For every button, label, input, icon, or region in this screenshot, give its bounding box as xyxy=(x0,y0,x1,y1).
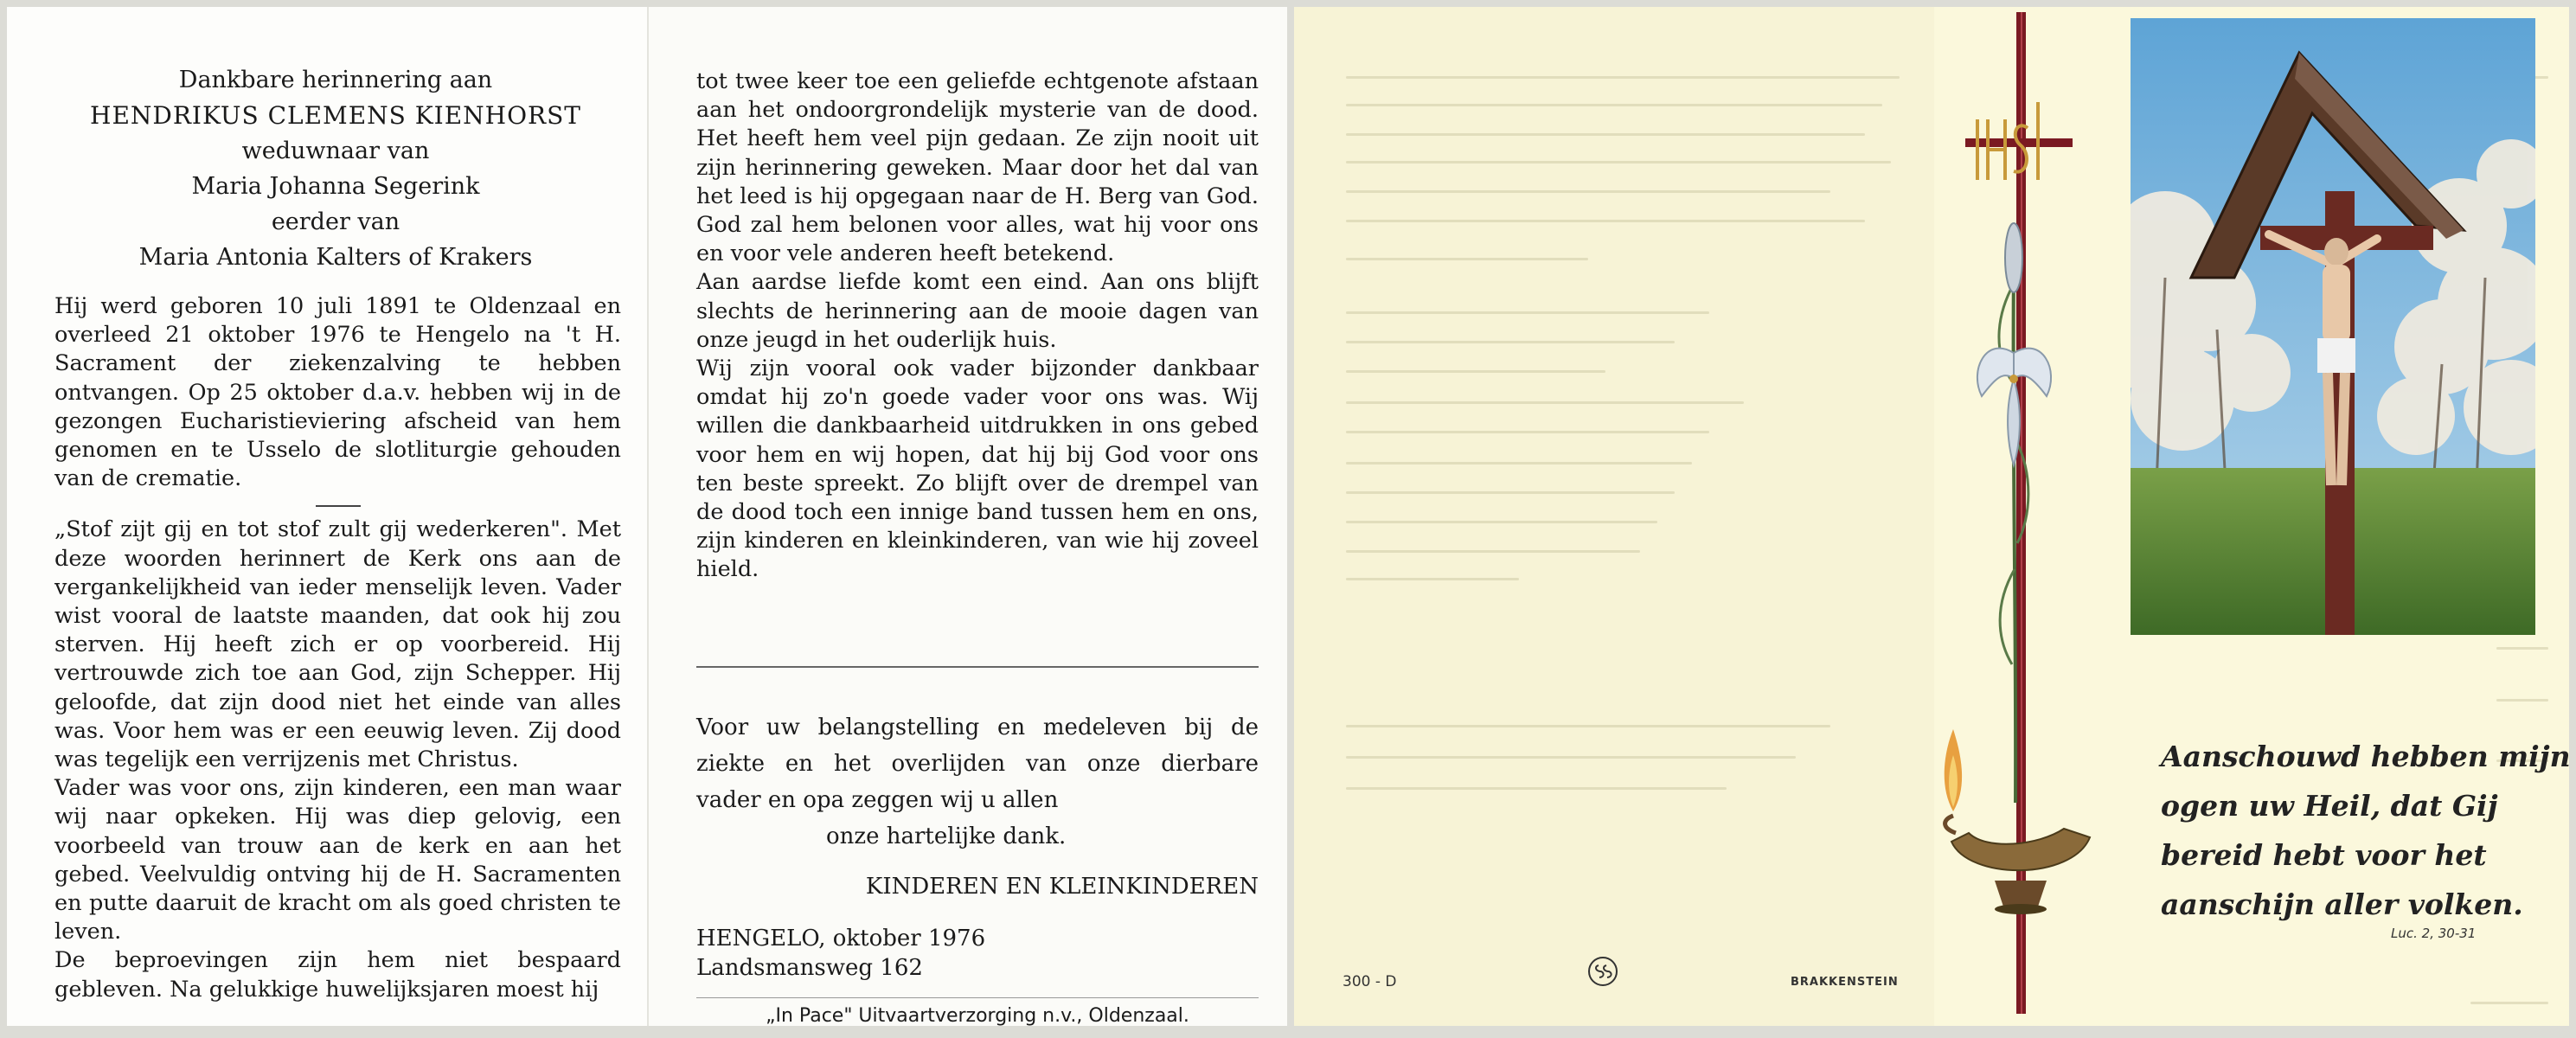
verse-line-3: bereid hebt voor het xyxy=(2161,838,2487,872)
verse-line-2: ogen uw Heil, dat Gij xyxy=(2161,789,2498,823)
lily-stem xyxy=(2014,266,2016,803)
card-code: 300 - D xyxy=(1342,973,1397,990)
publisher-logo-icon xyxy=(1588,957,1618,986)
bio-paragraph: Hij werd geboren 10 juli 1891 te Oldenzaal en overleed 21 oktober 1976 te Hengelo na 't H. Sacrament der ziekenzalving te hebben ontvangen. Op 25 oktober d.a.v. hebben wij in de gezongen Eucharistieviering afscheid van hem genomen en te Usselo de slotliturgie gehouden van de crematie. xyxy=(54,293,621,492)
paragraph-1: tot twee keer toe een geliefde echtgenote afstaan aan het ondoorgrondelijk mysterie van de dood. Het heeft hem veel pijn gedaan. Ze zijn nooit uit zijn herinnering geweken. Maar door het dal van het leed is hij opgegaan naar de H. Berg van God. God zal hem belonen voor alles, wat hij voor ons en voor vele anderen heeft betekend. xyxy=(696,68,1259,267)
paragraph-2: Aan aardse liefde komt een eind. Aan ons blijft slechts de herinnering aan de mooie dagen van onze jeugd in het ouderlijk huis. xyxy=(696,269,1259,353)
paragraph-2: Vader was voor ons, zijn kinderen, een man waar wij naar opkeken. Hij was diep gelovig, een voorbeeld van trouw aan de kerk en aan het gebed. Veelvuldig ontving hij de H. Sacramenten en putte daaruit de kracht om als goed christen te leven. xyxy=(54,775,621,945)
place-date: HENGELO, oktober 1976 xyxy=(696,926,986,952)
thanks-line-2: ziekte en het overlijden van onze dierbare xyxy=(696,751,1259,777)
footer-rule xyxy=(696,997,1259,998)
memorial-header xyxy=(59,62,612,275)
paragraph-1: „Stof zijt gij en tot stof zult gij wederkeren". Met deze woorden herinnert de Kerk ons aan de vergankelijkheid van ieder menselijk leven. Vader wist vooral de laatste maanden, dat ook hij zou sterven. Hij heeft zich er op voorbereid. Hij vertrouwde zich toe aan God, zijn Schepper. Hij geloofde, dat zijn dood niet het einde van alles was. Voor hem was er een eeuwig leven. Zij dood was tegelijk een verrijzenis met Christus. xyxy=(54,516,621,773)
first-spouse-name: Maria Antonia Kalters of Krakers xyxy=(138,244,533,271)
thanks-line-3: vader en opa zeggen wij u allen xyxy=(696,787,1059,813)
header-intro: Dankbare herinnering aan xyxy=(178,67,493,93)
header-widower: weduwnaar van xyxy=(241,138,430,164)
lily-bud-icon xyxy=(2005,223,2022,292)
middle-page xyxy=(647,7,1287,1026)
back-page xyxy=(1294,7,1934,1026)
verse-line-4: aanschijn aller volken. xyxy=(2161,887,2523,921)
show-through-texture xyxy=(1294,7,1934,1026)
biography xyxy=(54,292,621,1004)
signature: KINDEREN EN KLEINKINDEREN xyxy=(865,874,1259,900)
deceased-name: HENDRIKUS CLEMENS KIENHORST xyxy=(90,101,581,130)
thanks-line-1: Voor uw belangstelling en medeleven bij de xyxy=(696,714,1259,740)
continued-text xyxy=(696,67,1259,585)
footer-undertaker: „In Pace" Uitvaartverzorging n.v., Oldenzaal. xyxy=(766,1005,1189,1027)
paragraph-3: Wij zijn vooral ook vader bijzonder dankbaar omdat hij zo'n goede vader voor ons was. Wij willen die dankbaarheid uitdrukken in ons gebed voor hem en wij hopen, dat hij bij God voor ons ten beste spreekt. Zo blijft over de drempel van de dood toch een innige band tussen hem en ons, zijn kinderen en kleinkinderen, van wie hij zoveel hield. xyxy=(696,356,1259,583)
lily-flower-icon xyxy=(1977,349,2051,465)
crucifix-photo xyxy=(2131,18,2535,635)
header-earlier: eerder van xyxy=(271,208,400,235)
separator xyxy=(316,505,361,507)
front-page xyxy=(1934,7,2569,1026)
left-page xyxy=(7,7,647,1026)
paragraph-3: De beproevingen zijn hem niet bespaard gebleven. Na gelukkige huwelijksjaren moest hij xyxy=(54,947,621,1003)
publisher-name: BRAKKENSTEIN xyxy=(1791,976,1899,989)
scripture-verse xyxy=(2161,732,2571,929)
address: Landsmansweg 162 xyxy=(696,955,923,981)
spouse-name: Maria Johanna Segerink xyxy=(191,173,480,200)
thanks-block xyxy=(696,709,1259,855)
verse-line-1: Aanschouwd hebben mijn xyxy=(2161,740,2571,773)
verse-reference: Luc. 2, 30-31 xyxy=(2391,926,2477,941)
thanks-line-4: onze hartelijke dank. xyxy=(826,823,1067,849)
divider-line xyxy=(696,666,1259,668)
